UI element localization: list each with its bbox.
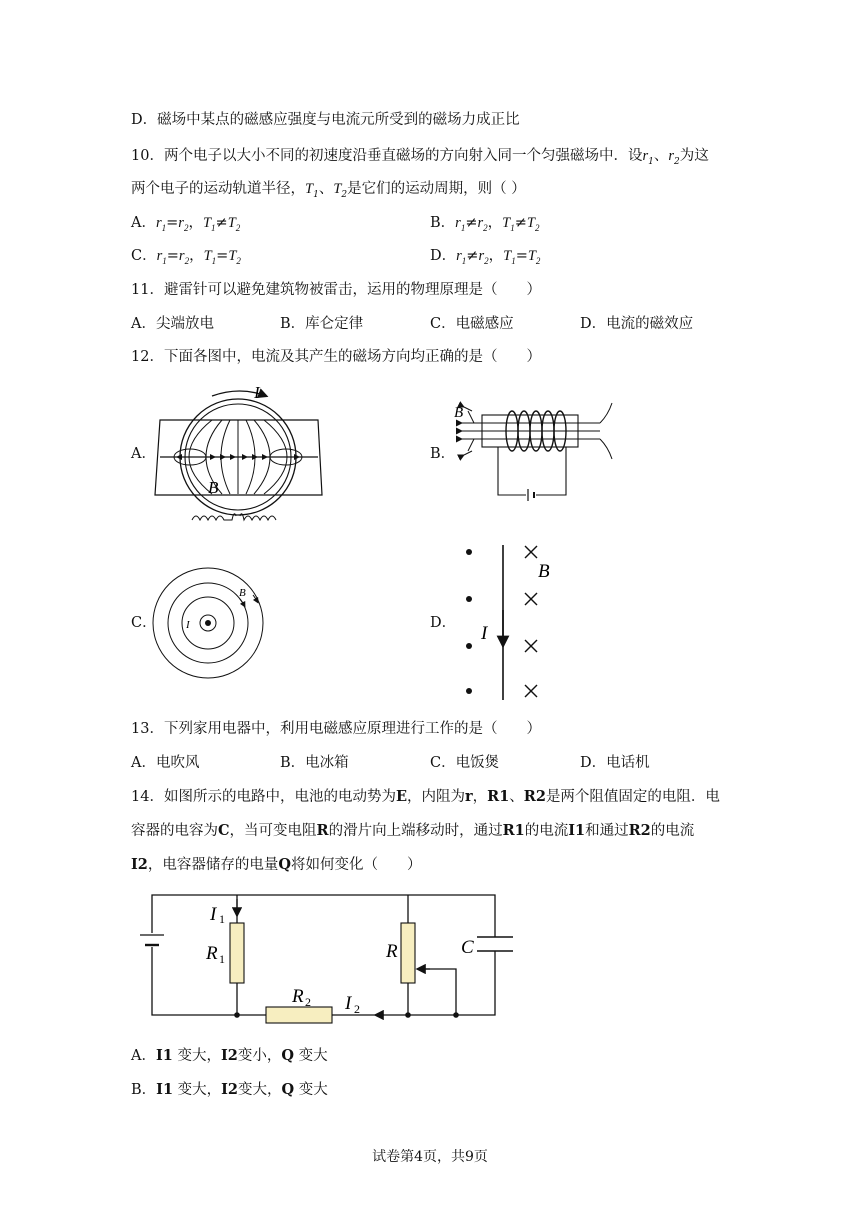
q12-figure-a	[150, 380, 330, 530]
q14-stem-line3: I2，电容器储存的电量Q将如何变化（ ）	[131, 856, 422, 873]
fig-b-field-label: B	[454, 405, 464, 421]
circuit-r-label: R	[386, 941, 398, 962]
fig-d-field-label: B	[538, 561, 550, 582]
q12-figure-d	[455, 540, 575, 705]
q13-option-b: B．电冰箱	[280, 755, 349, 771]
q13-stem: 13．下列家用电器中，利用电磁感应原理进行工作的是（ ）	[131, 721, 541, 737]
q10-stem-line2: 两个电子的运动轨道半径，$T_1$、$T_2$是它们的运动周期，则（ ）	[131, 181, 526, 200]
q10-option-d: D．$r_1\ne r_2$，$T_1=T_2$	[430, 248, 541, 266]
q10-option-c: C．$r_1=r_2$，$T_1=T_2$	[131, 248, 241, 266]
q10-option-a: A．$r_1=r_2$，$T_1\ne T_2$	[131, 215, 241, 233]
circuit-i2-subscript: 2	[354, 1002, 360, 1016]
fig-a-field-label: B	[208, 478, 219, 497]
page-footer: 试卷第4页，共9页	[372, 1149, 488, 1165]
circuit-r2-subscript: 2	[305, 995, 311, 1009]
q12-stem: 12．下面各图中，电流及其产生的磁场方向均正确的是（ ）	[131, 349, 541, 365]
q10-option-b: B．$r_1\ne r_2$，$T_1\ne T_2$	[430, 215, 540, 233]
circuit-c-label: C	[461, 937, 474, 958]
q14-stem-line2: 容器的电容为C，当可变电阻R的滑片向上端移动时，通过R1的电流I1和通过R2的电流	[131, 822, 695, 839]
q14-option-b: B．I1 变大，I2变大，Q 变大	[131, 1081, 328, 1098]
q13-option-c: C．电饭煲	[430, 755, 500, 771]
q14-stem-line1: 14．如图所示的电路中，电池的电动势为E，内阻为r，R1、R2是两个阻值固定的电阻．电	[131, 788, 720, 805]
q9-option-d: D．磁场中某点的磁感应强度与电流元所受到的磁场力成正比	[131, 112, 520, 128]
q13-option-d: D．电话机	[580, 755, 650, 771]
q12-label-a: A．	[131, 446, 156, 462]
q12-label-c: C．	[131, 615, 157, 631]
fig-d-current-label: I	[481, 623, 488, 644]
q14-option-a: A．I1 变大，I2变小，Q 变大	[131, 1047, 328, 1064]
circuit-r2-label: R	[292, 986, 304, 1007]
fig-c-current-label: I	[186, 619, 190, 631]
q11-option-b: B．库仑定律	[280, 316, 364, 332]
q12-figure-c	[150, 565, 270, 685]
q11-option-a: A．尖端放电	[131, 316, 214, 332]
circuit-i1-label: I	[210, 904, 217, 925]
q10-stem-line1: 10．两个电子以大小不同的初速度沿垂直磁场的方向射入同一个匀强磁场中．设$r_1$、$r_2$为这	[131, 148, 709, 167]
q11-option-c: C．电磁感应	[430, 316, 514, 332]
fig-c-field-label: B	[239, 587, 246, 599]
q11-option-d: D．电流的磁效应	[580, 316, 694, 332]
circuit-r1-subscript: 1	[219, 952, 225, 966]
q14-circuit-diagram	[140, 885, 530, 1030]
q12-figure-b	[450, 395, 610, 505]
circuit-i2-label: I	[345, 993, 352, 1014]
circuit-i1-subscript: 1	[219, 912, 225, 926]
q13-option-a: A．电吹风	[131, 755, 200, 771]
circuit-r1-label: R	[206, 943, 218, 964]
q12-label-b: B．	[430, 446, 456, 462]
fig-a-current-label: I	[254, 383, 260, 402]
q11-stem: 11．避雷针可以避免建筑物被雷击，运用的物理原理是（ ）	[131, 282, 541, 298]
q12-label-d: D．	[430, 615, 457, 631]
